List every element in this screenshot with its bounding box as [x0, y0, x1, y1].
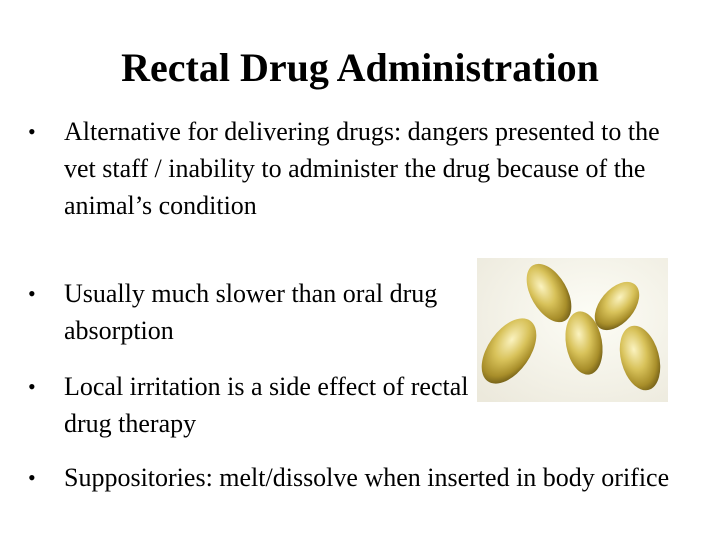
bullet-text: Usually much slower than oral drug absorption	[64, 279, 438, 345]
bullet-text: Local irritation is a side effect of rectal drug therapy	[64, 372, 469, 438]
suppository-capsules-image	[477, 258, 668, 402]
bullet-item	[28, 459, 684, 496]
bullet-text: Suppositories: melt/dissolve when inserted in body orifice	[64, 463, 670, 492]
bullet-dot-icon: •	[28, 119, 36, 144]
bullet-dot-icon: •	[28, 374, 36, 399]
bullet-item	[28, 368, 484, 442]
slide-title: Rectal Drug Administration	[121, 45, 599, 90]
bullet-item	[28, 113, 664, 224]
bullet-dot-icon: •	[28, 465, 36, 490]
bullet-item	[28, 275, 484, 349]
bullet-dot-icon: •	[28, 281, 36, 306]
bullet-text: Alternative for delivering drugs: dangers presented to the vet staff / inability to administer the drug because of the animal’s condition	[64, 117, 660, 220]
